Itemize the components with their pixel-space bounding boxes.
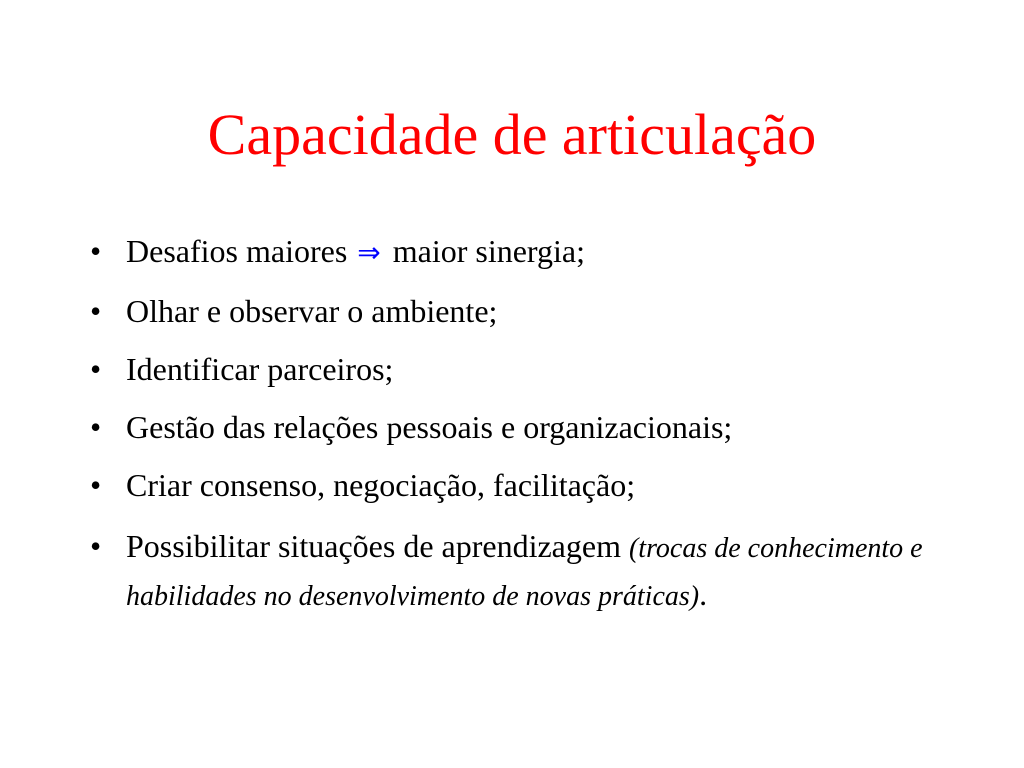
bullet-icon: •: [90, 528, 102, 564]
bullet-text: Possibilitar situações de aprendizagem: [126, 528, 629, 564]
implies-arrow-icon: ⇒: [357, 236, 381, 269]
bullet-item-2: [90, 292, 950, 330]
bullet-text: Olhar e observar o ambiente;: [126, 293, 498, 329]
bullet-item-1: [90, 232, 950, 272]
bullet-item-6: [90, 524, 950, 620]
slide-title: Capacidade de articulação: [207, 102, 817, 167]
bullet-icon: •: [90, 409, 102, 445]
bullet-icon: •: [90, 233, 102, 269]
bullet-text: Criar consenso, negociação, facilitação;: [126, 467, 636, 503]
bullet-item-5: [90, 466, 950, 504]
bullet-text: Gestão das relações pessoais e organizacionais;: [126, 409, 733, 445]
bullet-icon: •: [90, 351, 102, 387]
bullet-note: (trocas de conhecimento e habilidades no desenvolvimento de novas práticas): [126, 533, 923, 612]
bullet-text: Identificar parceiros;: [126, 351, 394, 387]
bullet-text-part: Desafios maiores: [126, 233, 356, 269]
bullet-list: [90, 232, 950, 640]
bullet-text-part: maior sinergia;: [384, 233, 585, 269]
bullet-icon: •: [90, 293, 102, 329]
bullet-end-punctuation: .: [699, 576, 708, 612]
bullet-item-3: [90, 350, 950, 388]
bullet-item-4: [90, 408, 950, 446]
bullet-icon: •: [90, 467, 102, 503]
